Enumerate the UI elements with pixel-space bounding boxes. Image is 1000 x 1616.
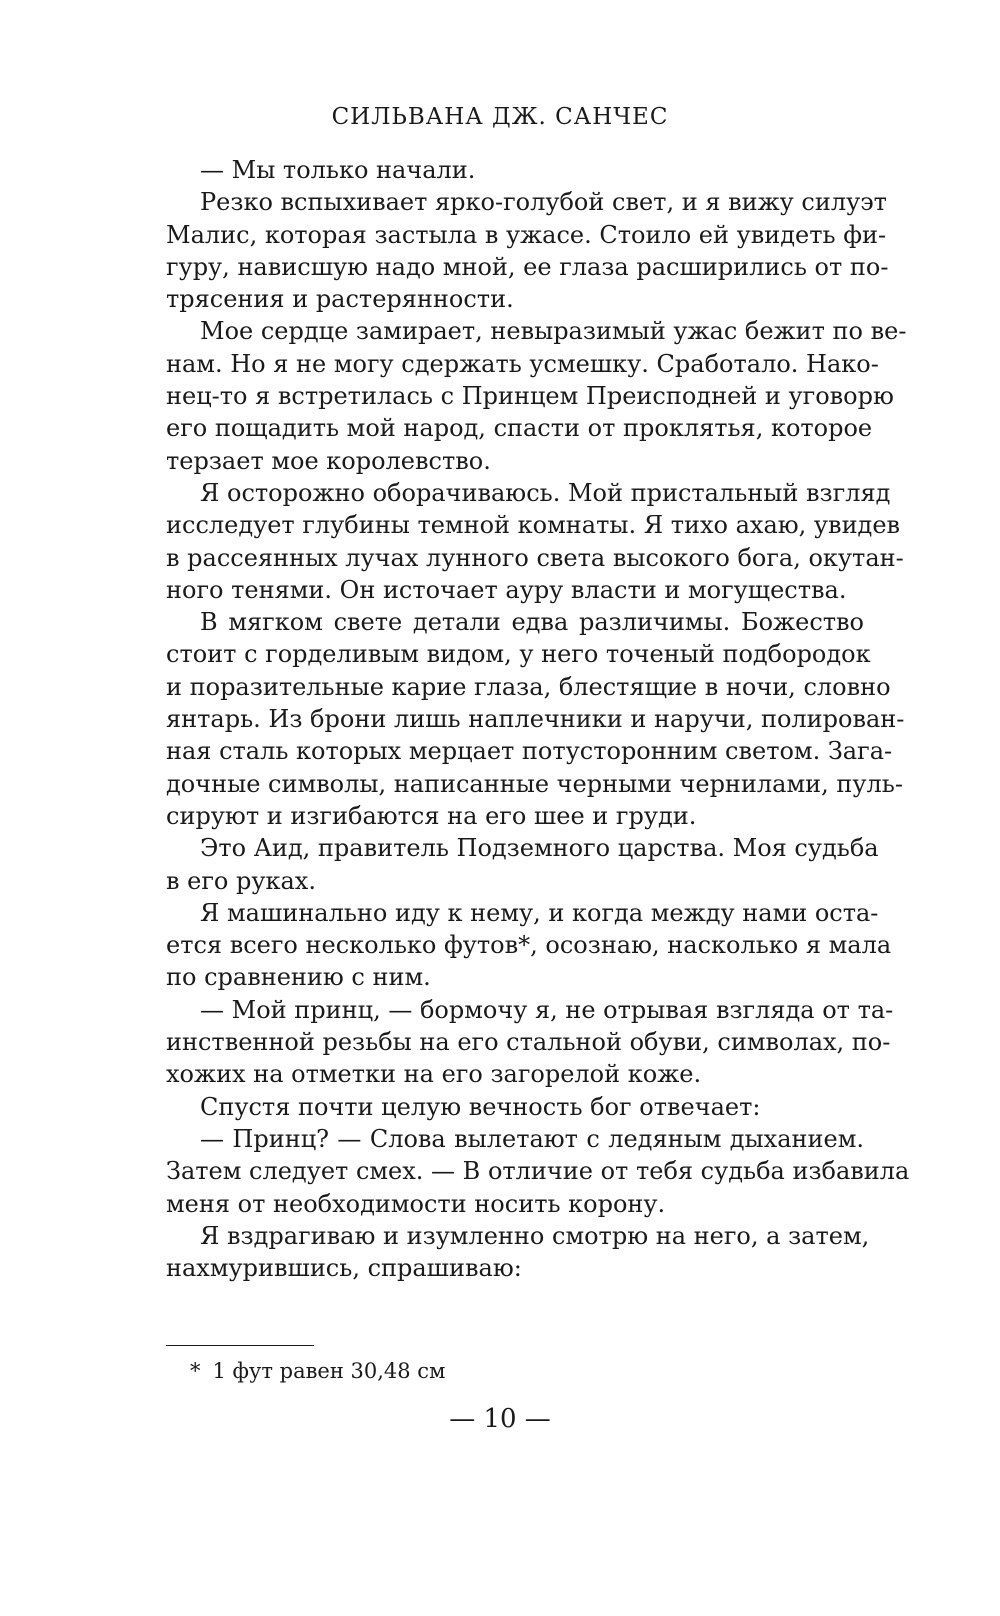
text-line: меня от необходимости носить корону. xyxy=(166,1189,666,1218)
text-line: в его руках. xyxy=(166,866,316,895)
text-line: — Мой принц, — бормочу я, не отрывая взгляда от та- xyxy=(200,995,894,1024)
text-line: В мягком свете детали едва различимы. Божество xyxy=(200,608,864,637)
text-line: стоит с горделивым видом, у него точеный подбородок xyxy=(166,640,871,669)
footnote-marker: * xyxy=(190,1359,201,1383)
text-line: терзает мое королевство. xyxy=(166,446,491,475)
footnote-divider xyxy=(166,1345,314,1346)
text-line: гуру, нависшую надо мной, ее глаза расширились от по- xyxy=(166,252,889,281)
text-line: Я осторожно оборачиваюсь. Мой пристальный взгляд xyxy=(200,478,891,507)
text-line: нец-то я встретилась с Принцем Преисподней и уговорю xyxy=(166,382,894,411)
text-line: хожих на отметки на его загорелой коже. xyxy=(166,1060,702,1089)
footnote xyxy=(190,1357,445,1385)
text-line: нам. Но я не могу сдержать усмешку. Сработало. Нако- xyxy=(166,349,879,378)
text-line: Малис, которая застыла в ужасе. Стоило ей увидеть фи- xyxy=(166,220,887,249)
text-line: Затем следует смех. — В отличие от тебя судьба избавила xyxy=(166,1157,910,1186)
text-line: ного тенями. Он источает ауру власти и могущества. xyxy=(166,575,847,604)
text-line: нахмурившись, спрашиваю: xyxy=(166,1254,522,1283)
text-line: сируют и изгибаются на его шее и груди. xyxy=(166,801,697,830)
text-line: и поразительные карие глаза, блестящие в ночи, словно xyxy=(166,672,891,701)
text-line: инственной резьбы на его стальной обуви, символах, по- xyxy=(166,1028,891,1057)
text-line: янтарь. Из брони лишь наплечники и наручи, полирован- xyxy=(166,705,905,734)
text-line: Мое сердце замирает, невыразимый ужас бежит по ве- xyxy=(200,317,907,346)
footnote-text: 1 фут равен 30,48 см xyxy=(212,1359,446,1383)
text-line: ная сталь которых мерцает потусторонним светом. Зага- xyxy=(166,737,893,766)
text-line: Я машинально иду к нему, и когда между нами оста- xyxy=(200,898,879,927)
text-line: — Мы только начали. xyxy=(200,156,476,184)
text-line: ется всего несколько футов*, осознаю, насколько я мала xyxy=(166,931,892,960)
text-line: по сравнению с ним. xyxy=(166,963,431,992)
text-line: его пощадить мой народ, спасти от проклятья, которое xyxy=(166,414,873,443)
body-text xyxy=(166,154,910,1284)
text-line: Спустя почти целую вечность бог отвечает: xyxy=(200,1092,761,1121)
text-line: Резко вспыхивает ярко-голубой свет, и я вижу силуэт xyxy=(200,188,887,217)
text-line: исследует глубины темной комнаты. Я тихо ахаю, увидев xyxy=(166,511,901,540)
text-line: в рассеянных лучах лунного света высокого бога, окутан- xyxy=(166,543,904,572)
text-line: Я вздрагиваю и изумленно смотрю на него, а затем, xyxy=(200,1221,870,1250)
running-header-author: СИЛЬВАНА ДЖ. САНЧЕС xyxy=(331,104,669,130)
text-line: дочные символы, написанные черными чернилами, пуль- xyxy=(166,769,903,798)
text-line: трясения и растерянности. xyxy=(166,285,514,314)
page-number: — 10 — xyxy=(449,1404,551,1434)
text-line: Это Аид, правитель Подземного царства. Моя судьба xyxy=(200,834,879,863)
text-line: — Принц? — Слова вылетают с ледяным дыханием. xyxy=(200,1124,864,1153)
